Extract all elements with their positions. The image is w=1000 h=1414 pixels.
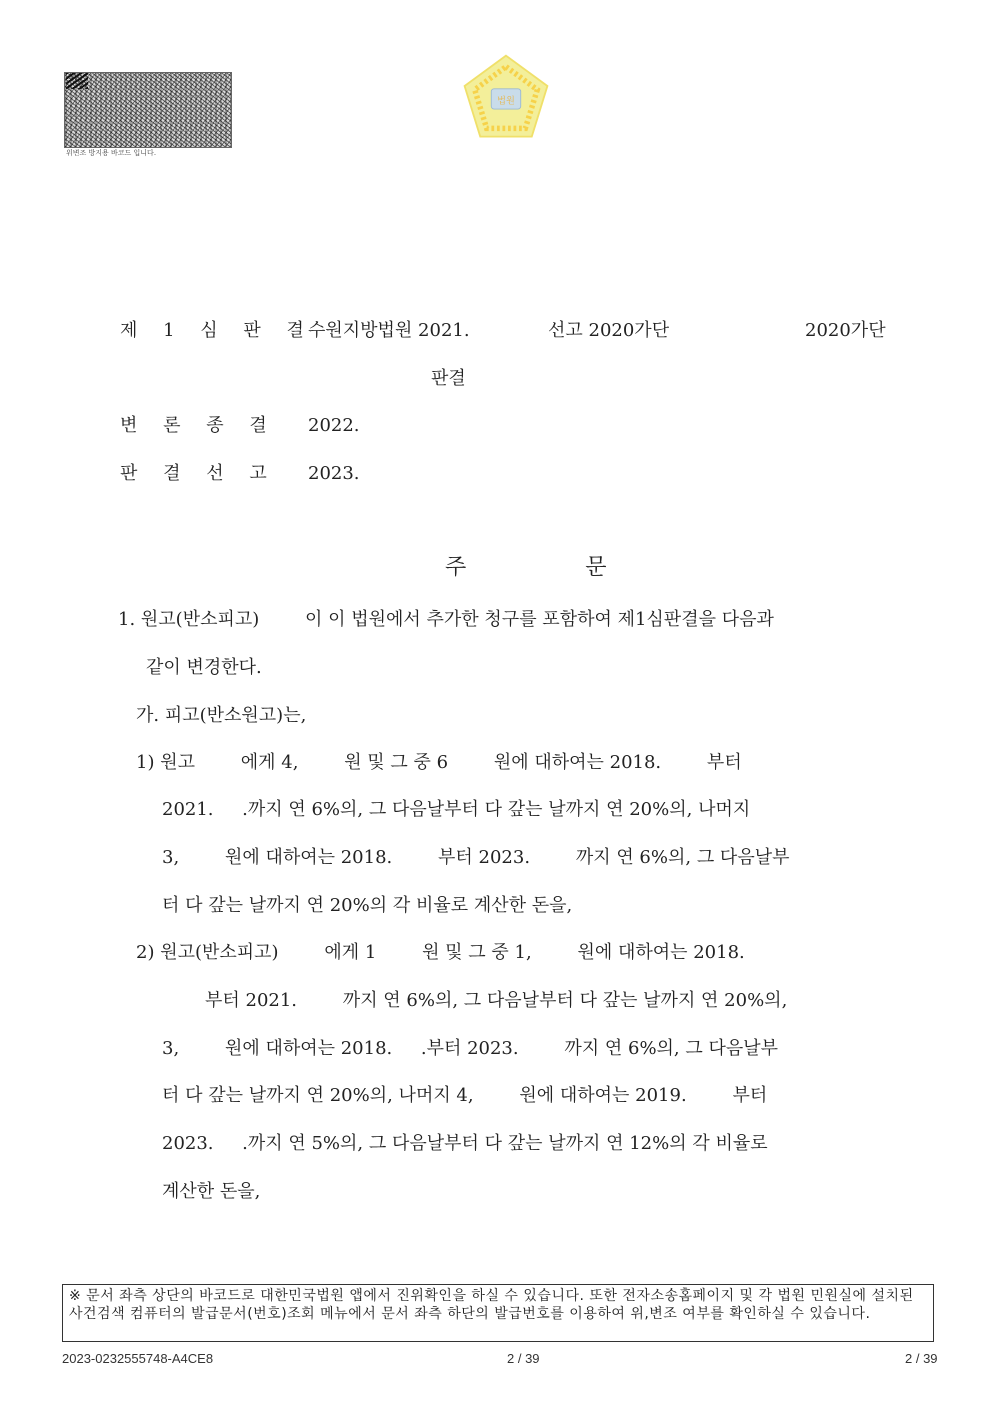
first-instance-court: 수원지방법원 2021. <box>308 320 470 341</box>
first-instance-judgment: 판결 <box>431 368 466 389</box>
emblem-text: 법원 <box>497 95 515 107</box>
order-line-6: 3, 원에 대하여는 2018. 부터 2023. 까지 연 6%의, 그 다음날부 <box>162 847 790 868</box>
first-instance-case-number: 2020가단 <box>805 320 886 341</box>
closing-label: 변 론 종 결 <box>120 415 277 436</box>
sentence-label: 판 결 선 고 <box>120 463 277 484</box>
order-line-9: 부터 2021. 까지 연 6%의, 그 다음날부터 다 갚는 날까지 연 20%의, <box>205 990 788 1011</box>
verification-notice: ※ 문서 좌측 상단의 바코드로 대한민국법원 앱에서 진위확인을 하실 수 있습니다. 또한 전자소송홈페이지 및 각 법원 민원실에 설치된 사건검색 컴퓨터의 발급문서(번호)조회 메뉴에서 문서 좌측 하단의 발급번호를 이용하여 위,변조 여부를 확인하실 수 있습니다. <box>62 1284 934 1342</box>
barcode-caption: 위변조 방지용 바코드 입니다. <box>66 149 157 157</box>
order-heading: 주 문 <box>445 555 663 580</box>
order-line-2: 같이 변경한다. <box>146 657 262 678</box>
barcode-corner-mark <box>66 73 88 89</box>
order-line-5: 2021. .까지 연 6%의, 그 다음날부터 다 갚는 날까지 연 20%의, 나머지 <box>162 799 751 820</box>
page-number-center: 2 / 39 <box>507 1351 540 1366</box>
order-line-11: 터 다 갚는 날까지 연 20%의, 나머지 4, 원에 대하여는 2019. 부터 <box>162 1085 768 1106</box>
order-line-12: 2023. .까지 연 5%의, 그 다음날부터 다 갚는 날까지 연 12%의 각 비율로 <box>162 1133 768 1154</box>
order-line-8: 2) 원고(반소피고) 에게 1 원 및 그 중 1, 원에 대하여는 2018. <box>136 942 745 963</box>
order-line-3: 가. 피고(반소원고)는, <box>136 705 307 726</box>
first-instance-label: 제 1 심 판 결 <box>120 320 314 341</box>
order-line-4: 1) 원고 에게 4, 원 및 그 중 6 원에 대하여는 2018. 부터 <box>136 752 742 773</box>
sentence-date: 2023. <box>308 463 360 484</box>
order-line-13: 계산한 돈을, <box>162 1181 261 1202</box>
court-emblem-icon <box>460 52 552 144</box>
verification-barcode <box>64 72 232 148</box>
first-instance-sentence: 선고 2020가단 <box>548 320 670 341</box>
order-line-10: 3, 원에 대하여는 2018. .부터 2023. 까지 연 6%의, 그 다음날부 <box>162 1038 779 1059</box>
order-line-7: 터 다 갚는 날까지 연 20%의 각 비율로 계산한 돈을, <box>162 895 573 916</box>
order-line-1: 1. 원고(반소피고) 이 이 법원에서 추가한 청구를 포함하여 제1심판결을 다음과 <box>118 609 774 630</box>
issue-number: 2023-0232555748-A4CE8 <box>62 1351 214 1366</box>
closing-date: 2022. <box>308 415 360 436</box>
page-number-right: 2 / 39 <box>905 1351 938 1366</box>
